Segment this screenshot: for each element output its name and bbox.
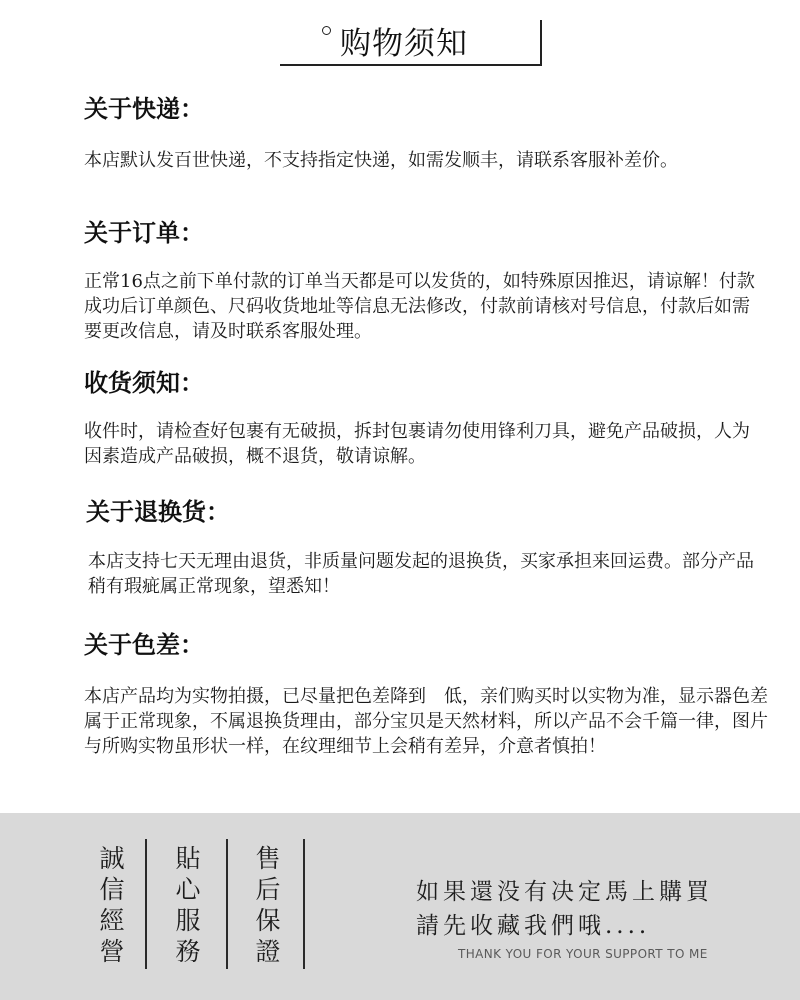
- section-body: 收件时，请检查好包裹有无破损，拆封包裹请勿使用锋利刀具，避免产品破损，人为因素造成产品破损，概不退货，敬请谅解。: [84, 421, 750, 467]
- section-heading: 关于退换货：: [86, 498, 230, 526]
- motto-char: 證: [255, 937, 281, 966]
- motto-char: 貼: [175, 844, 201, 873]
- motto-char: 誠: [99, 844, 125, 873]
- title-box: [280, 20, 542, 66]
- section-heading: 关于色差：: [84, 631, 204, 659]
- footer-band: [0, 813, 800, 1000]
- motto-char: 服: [175, 906, 201, 935]
- motto-char: 心: [175, 875, 201, 904]
- motto-char: 營: [99, 937, 125, 966]
- motto-char: 保: [255, 906, 281, 935]
- page-title: 购物须知: [340, 26, 468, 62]
- motto-aftersales: [253, 843, 283, 967]
- motto-integrity: [97, 843, 127, 967]
- circle-icon: [322, 26, 331, 35]
- motto-char: 經: [99, 906, 125, 935]
- motto-char: 信: [99, 875, 125, 904]
- section-heading: 关于订单：: [84, 219, 204, 247]
- thank-you-text: THANK YOU FOR YOUR SUPPORT TO ME: [458, 947, 708, 961]
- motto-char: 后: [255, 875, 281, 904]
- slogan-line-1: 如果還没有决定馬上購買: [416, 879, 713, 905]
- section-heading: 关于快递：: [84, 95, 204, 123]
- divider: [226, 839, 228, 969]
- motto-char: 售: [255, 844, 281, 873]
- divider: [303, 839, 305, 969]
- section-body: 本店支持七天无理由退货，非质量问题发起的退换货，买家承担来回运费。部分产品稍有瑕疵属正常现象，望悉知！: [88, 551, 754, 597]
- divider: [145, 839, 147, 969]
- section-heading: 收货须知：: [84, 369, 204, 397]
- section-body: 本店默认发百世快递，不支持指定快递，如需发顺丰，请联系客服补差价。: [84, 150, 678, 171]
- slogan-line-2: 請先收藏我們哦....: [416, 913, 651, 939]
- motto-service: [173, 843, 203, 967]
- section-body: 本店产品均为实物拍摄，已尽量把色差降到 低，亲们购买时以实物为准，显示器色差属于正常现象，不属退换货理由，部分宝贝是天然材料，所以产品不会千篇一律，图片与所购实物虽形状一样，在纹理细节上会稍有差异，介意者慎拍！: [84, 686, 768, 757]
- motto-char: 務: [175, 937, 201, 966]
- section-body: 正常16点之前下单付款的订单当天都是可以发货的，如特殊原因推迟，请谅解！付款成功后订单颜色、尺码收货地址等信息无法修改，付款前请核对号信息，付款后如需要更改信息，请及时联系客服处理。: [84, 271, 755, 342]
